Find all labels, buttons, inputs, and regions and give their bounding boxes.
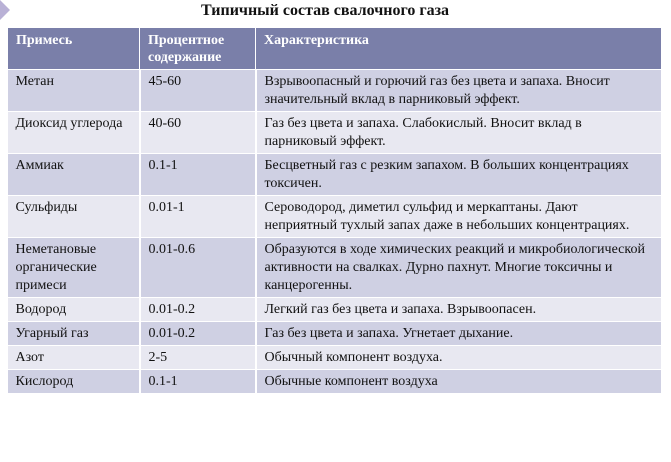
cell-description: Образуются в ходе химических реакций и микробиологической активности на свалках. Дурно пахнут. Многие токсичны и канцерогенны. — [256, 238, 662, 298]
cell-name: Азот — [8, 346, 140, 370]
cell-name: Неметановые органические примеси — [8, 238, 140, 298]
cell-name: Аммиак — [8, 154, 140, 196]
cell-description: Взрывоопасный и горючий газ без цвета и запаха. Вносит значительный вклад в парниковый эффект. — [256, 70, 662, 112]
cell-percent: 0.1-1 — [140, 154, 256, 196]
cell-description: Газ без цвета и запаха. Угнетает дыхание. — [256, 322, 662, 346]
table-header-row — [8, 28, 662, 70]
cell-name: Сульфиды — [8, 196, 140, 238]
cell-description: Легкий газ без цвета и запаха. Взрывоопасен. — [256, 298, 662, 322]
table-row — [8, 322, 662, 346]
table-row — [8, 298, 662, 322]
table-row — [8, 112, 662, 154]
cell-description: Сероводород, диметил сульфид и меркаптаны. Дают неприятный тухлый запах даже в небольших концентрациях. — [256, 196, 662, 238]
cell-name: Кислород — [8, 370, 140, 394]
header-percent: Процентное содержание — [140, 28, 256, 70]
table-row — [8, 70, 662, 112]
cell-name: Угарный газ — [8, 322, 140, 346]
cell-percent: 2-5 — [140, 346, 256, 370]
header-impurity: Примесь — [8, 28, 140, 70]
cell-description: Газ без цвета и запаха. Слабокислый. Вносит вклад в парниковый эффект. — [256, 112, 662, 154]
table-row — [8, 346, 662, 370]
page-title: Типичный состав свалочного газа — [200, 2, 450, 19]
table-row — [8, 370, 662, 394]
cell-percent: 0.01-0.2 — [140, 322, 256, 346]
gas-composition-table — [7, 27, 663, 394]
table-row — [8, 196, 662, 238]
cell-description: Обычный компонент воздуха. — [256, 346, 662, 370]
table-row — [8, 154, 662, 196]
cell-description: Бесцветный газ с резким запахом. В больших концентрациях токсичен. — [256, 154, 662, 196]
cell-name: Диоксид углерода — [8, 112, 140, 154]
table-row — [8, 238, 662, 298]
cell-percent: 0.01-0.6 — [140, 238, 256, 298]
cell-percent: 0.1-1 — [140, 370, 256, 394]
cell-description: Обычные компонент воздуха — [256, 370, 662, 394]
header-characteristic: Характеристика — [256, 28, 662, 70]
cell-percent: 0.01-1 — [140, 196, 256, 238]
cell-percent: 40-60 — [140, 112, 256, 154]
cell-percent: 0.01-0.2 — [140, 298, 256, 322]
cell-name: Водород — [8, 298, 140, 322]
cell-percent: 45-60 — [140, 70, 256, 112]
cell-name: Метан — [8, 70, 140, 112]
